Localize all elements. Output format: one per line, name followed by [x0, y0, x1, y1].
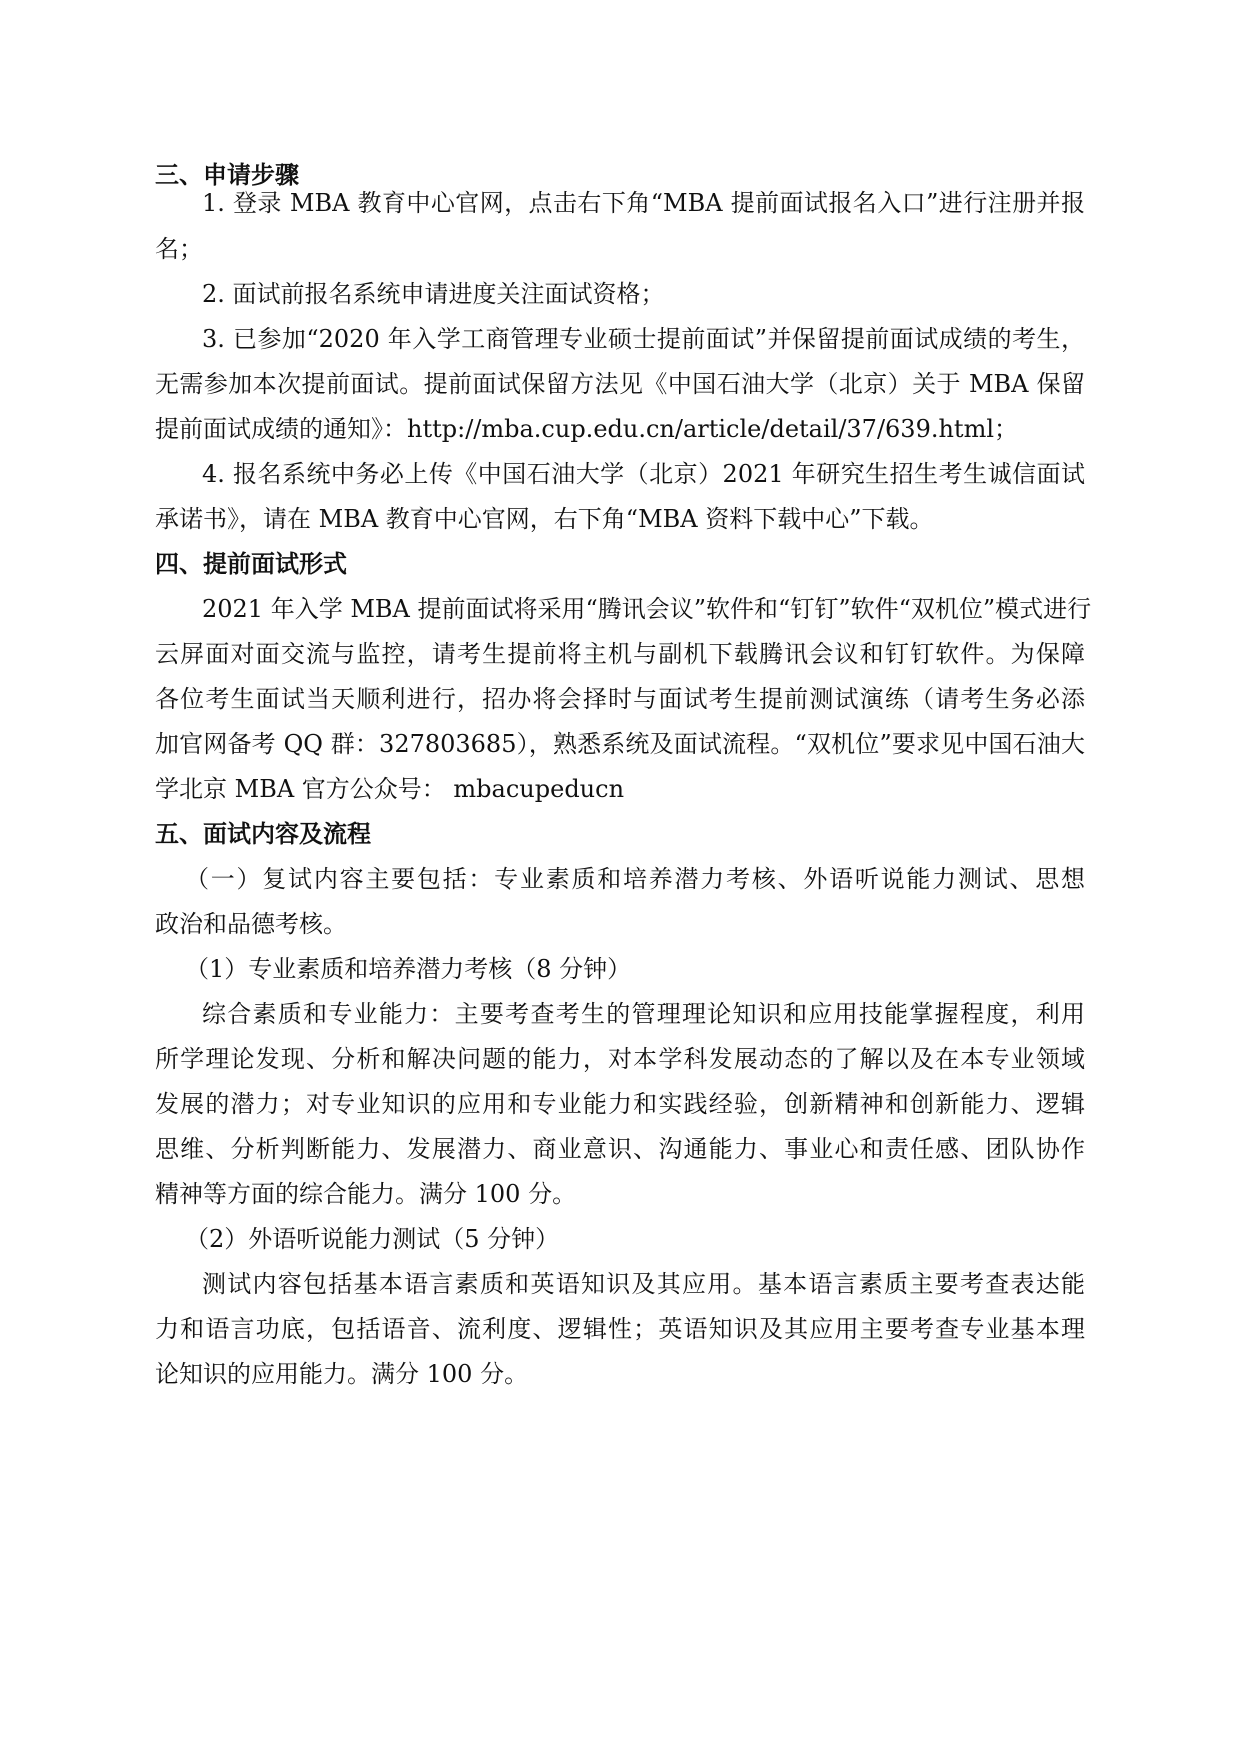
format-line-2: 云屏面对面交流与监控，请考生提前将主机与副机下载腾讯会议和钉钉软件。为保障	[155, 640, 1085, 668]
document-page	[155, 155, 1092, 1655]
section-heading-apply-steps: 三、申请步骤	[155, 161, 299, 189]
section-heading-interview-content: 五、面试内容及流程	[155, 820, 371, 848]
format-line-5: 学北京 MBA 官方公众号： mbacupeducn	[155, 775, 625, 803]
step3-line1: 3. 已参加“2020 年入学工商管理专业硕士提前面试”并保留提前面试成绩的考生，	[202, 325, 1085, 353]
step3-line2: 无需参加本次提前面试。提前面试保留方法见《中国石油大学（北京）关于 MBA 保留	[155, 370, 1085, 398]
sub2-line-3: 论知识的应用能力。满分 100 分。	[155, 1360, 529, 1388]
content-intro-line2: 政治和品德考核。	[155, 910, 347, 938]
step1-line1: 1. 登录 MBA 教育中心官网，点击右下角“MBA 提前面试报名入口”进行注册并报	[202, 189, 1085, 217]
sub1-line-4: 思维、分析判断能力、发展潜力、商业意识、沟通能力、事业心和责任感、团队协作	[155, 1135, 1085, 1163]
format-line-1: 2021 年入学 MBA 提前面试将采用“腾讯会议”软件和“钉钉”软件“双机位”模式进行	[202, 595, 1092, 623]
sub2-title: （2）外语听说能力测试（5 分钟）	[185, 1225, 560, 1253]
section-heading-interview-format: 四、提前面试形式	[155, 550, 347, 578]
sub2-line-2: 力和语言功底，包括语音、流利度、逻辑性；英语知识及其应用主要考查专业基本理	[155, 1315, 1085, 1343]
sub2-line-1: 测试内容包括基本语言素质和英语知识及其应用。基本语言素质主要考查表达能	[202, 1270, 1085, 1298]
content-intro-line1: （一）复试内容主要包括：专业素质和培养潜力考核、外语听说能力测试、思想	[185, 865, 1085, 893]
sub1-line-5: 精神等方面的综合能力。满分 100 分。	[155, 1180, 577, 1208]
step1-line2: 名；	[155, 235, 203, 263]
step4-line2: 承诺书》，请在 MBA 教育中心官网，右下角“MBA 资料下载中心”下载。	[155, 505, 934, 533]
sub1-title: （1）专业素质和培养潜力考核（8 分钟）	[185, 955, 632, 983]
format-line-3: 各位考生面试当天顺利进行，招办将会择时与面试考生提前测试演练（请考生务必添	[155, 685, 1085, 713]
sub1-line-3: 发展的潜力；对专业知识的应用和专业能力和实践经验，创新精神和创新能力、逻辑	[155, 1090, 1085, 1118]
sub1-line-2: 所学理论发现、分析和解决问题的能力，对本学科发展动态的了解以及在本专业领域	[155, 1045, 1085, 1073]
sub1-line-1: 综合素质和专业能力：主要考查考生的管理理论知识和应用技能掌握程度，利用	[202, 1000, 1085, 1028]
format-line-4: 加官网备考 QQ 群：327803685），熟悉系统及面试流程。“双机位”要求见中国石油大	[155, 730, 1085, 758]
step3-line3: 提前面试成绩的通知》：http://mba.cup.edu.cn/article/detail/37/639.html；	[155, 415, 1019, 443]
step4-line1: 4. 报名系统中务必上传《中国石油大学（北京）2021 年研究生招生考生诚信面试	[202, 460, 1085, 488]
step2-text: 2. 面试前报名系统申请进度关注面试资格；	[202, 280, 665, 308]
